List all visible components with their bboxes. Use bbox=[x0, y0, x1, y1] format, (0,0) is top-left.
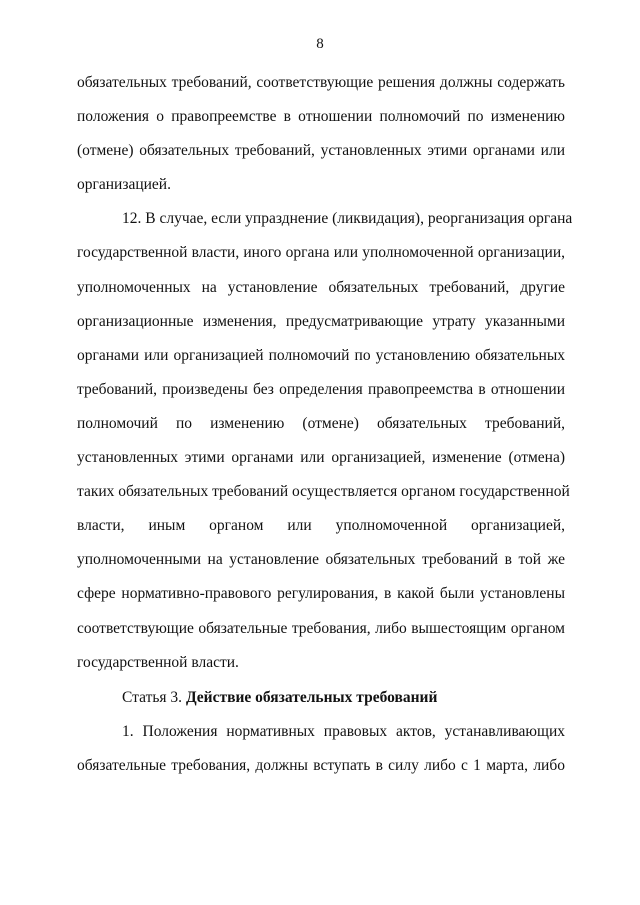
paragraph-continuation bbox=[77, 66, 565, 202]
page-number: 8 bbox=[316, 36, 324, 52]
text-line: государственной власти. bbox=[77, 653, 239, 671]
text-line: установленных этими органами или организацией, изменение (отмена) bbox=[77, 449, 565, 467]
text-line: уполномоченными на установление обязательных требований в той же bbox=[77, 551, 565, 569]
text-line: органами или организацией полномочий по установлению обязательных bbox=[77, 346, 565, 364]
text-line: сфере нормативно-правового регулирования, в какой были установлены bbox=[77, 585, 565, 603]
text-line: требований, произведены без определения правопреемства в отношении bbox=[77, 380, 565, 398]
text-line: 12. В случае, если упразднение (ликвидация), реорганизация органа bbox=[122, 210, 573, 228]
text-line: таких обязательных требований осуществляется органом государственной bbox=[77, 483, 570, 501]
text-line: 1. Положения нормативных правовых актов, устанавливающих bbox=[122, 722, 565, 740]
text-line: соответствующие обязательные требования, либо вышестоящим органом bbox=[77, 619, 565, 637]
text-line: положения о правопреемстве в отношении полномочий по изменению bbox=[77, 108, 565, 126]
text-line: организацией. bbox=[77, 176, 171, 194]
paragraph-12 bbox=[77, 202, 573, 679]
paragraph-article-3-1 bbox=[77, 715, 565, 783]
text-line: власти, иным органом или уполномоченной организацией, bbox=[77, 517, 565, 535]
text-line: обязательные требования, должны вступать в силу либо с 1 марта, либо bbox=[77, 756, 565, 774]
article-heading bbox=[77, 681, 565, 715]
article-title: Действие обязательных требований bbox=[185, 688, 438, 706]
text-line: (отмене) обязательных требований, установленных этими органами или bbox=[77, 142, 565, 160]
document-body bbox=[77, 66, 573, 783]
text-line: полномочий по изменению (отмене) обязательных требований, bbox=[77, 414, 565, 432]
text-line: обязательных требований, соответствующие решения должны содержать bbox=[77, 74, 565, 91]
text-line: организационные изменения, предусматривающие утрату указанными bbox=[77, 312, 565, 330]
text-line: уполномоченных на установление обязательных требований, другие bbox=[77, 278, 565, 296]
article-number: Статья 3. bbox=[122, 688, 183, 706]
text-line: государственной власти, иного органа или уполномоченной организации, bbox=[77, 244, 565, 262]
